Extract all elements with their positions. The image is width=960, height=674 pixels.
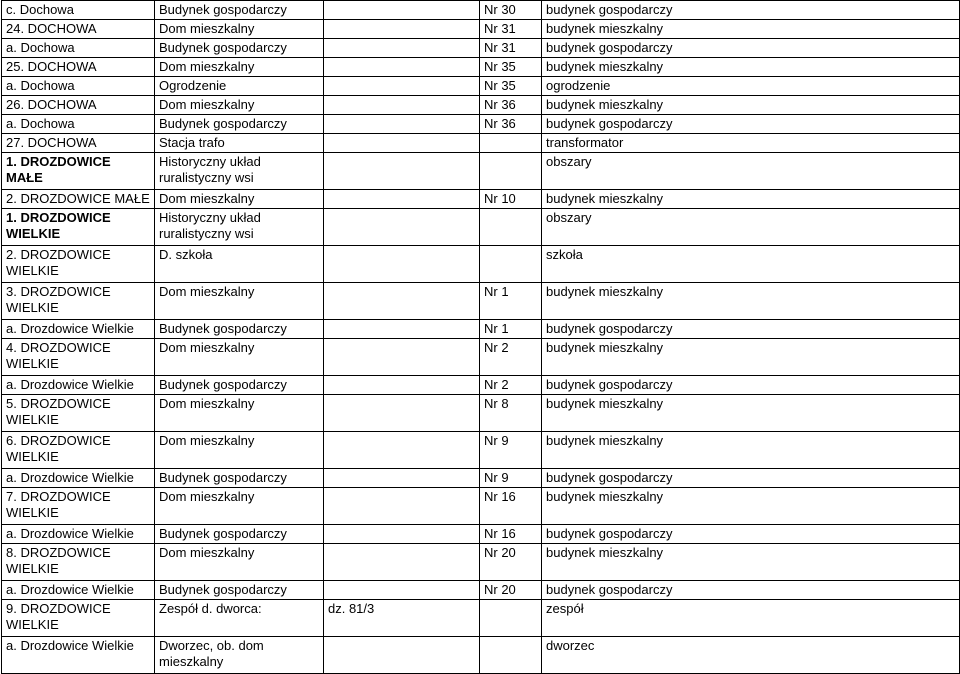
cell-object: Budynek gospodarczy <box>155 525 324 544</box>
table-row <box>2 134 960 153</box>
cell-locality: 26. DOCHOWA <box>2 96 155 115</box>
cell-locality: a. Drozdowice Wielkie <box>2 376 155 395</box>
table-row <box>2 77 960 96</box>
cell-number <box>480 209 542 246</box>
cell-number <box>480 153 542 190</box>
cell-number: Nr 35 <box>480 58 542 77</box>
cell-number: Nr 10 <box>480 190 542 209</box>
cell-function: budynek mieszkalny <box>542 339 960 376</box>
cell-parcel <box>324 77 480 96</box>
table-row <box>2 96 960 115</box>
cell-locality: 2. DROZDOWICE WIELKIE <box>2 246 155 283</box>
table-row <box>2 246 960 283</box>
cell-function: budynek gospodarczy <box>542 1 960 20</box>
cell-parcel <box>324 283 480 320</box>
cell-number: Nr 36 <box>480 115 542 134</box>
table-row <box>2 544 960 581</box>
cell-number <box>480 637 542 674</box>
cell-locality: a. Drozdowice Wielkie <box>2 637 155 674</box>
cell-parcel <box>324 153 480 190</box>
cell-parcel <box>324 20 480 39</box>
cell-locality: 27. DOCHOWA <box>2 134 155 153</box>
cell-object: Historyczny układ ruralistyczny wsi <box>155 209 324 246</box>
cell-object: Dworzec, ob. dom mieszkalny <box>155 637 324 674</box>
cell-parcel <box>324 544 480 581</box>
cell-number <box>480 600 542 637</box>
cell-function: budynek mieszkalny <box>542 96 960 115</box>
cell-locality: c. Dochowa <box>2 1 155 20</box>
cell-parcel <box>324 432 480 469</box>
table-row <box>2 376 960 395</box>
cell-object: Budynek gospodarczy <box>155 469 324 488</box>
cell-parcel <box>324 637 480 674</box>
cell-locality: a. Dochowa <box>2 115 155 134</box>
table-row <box>2 20 960 39</box>
cell-number: Nr 16 <box>480 525 542 544</box>
cell-object: Dom mieszkalny <box>155 488 324 525</box>
cell-number: Nr 16 <box>480 488 542 525</box>
cell-parcel <box>324 96 480 115</box>
cell-object: D. szkoła <box>155 246 324 283</box>
cell-function: budynek gospodarczy <box>542 115 960 134</box>
cell-parcel: dz. 81/3 <box>324 600 480 637</box>
cell-function: szkoła <box>542 246 960 283</box>
cell-parcel <box>324 339 480 376</box>
cell-function: budynek gospodarczy <box>542 320 960 339</box>
cell-number: Nr 31 <box>480 20 542 39</box>
cell-locality: 2. DROZDOWICE MAŁE <box>2 190 155 209</box>
cell-locality: 25. DOCHOWA <box>2 58 155 77</box>
cell-locality: 8. DROZDOWICE WIELKIE <box>2 544 155 581</box>
cell-locality: 1. DROZDOWICE WIELKIE <box>2 209 155 246</box>
cell-parcel <box>324 525 480 544</box>
cell-object: Budynek gospodarczy <box>155 320 324 339</box>
cell-object: Budynek gospodarczy <box>155 376 324 395</box>
cell-function: zespół <box>542 600 960 637</box>
cell-function: budynek gospodarczy <box>542 525 960 544</box>
cell-function: budynek mieszkalny <box>542 488 960 525</box>
cell-locality: a. Drozdowice Wielkie <box>2 320 155 339</box>
cell-locality: 9. DROZDOWICE WIELKIE <box>2 600 155 637</box>
table-row <box>2 525 960 544</box>
table-row <box>2 600 960 637</box>
cell-locality: 1. DROZDOWICE MAŁE <box>2 153 155 190</box>
cell-number: Nr 9 <box>480 469 542 488</box>
cell-function: transformator <box>542 134 960 153</box>
cell-number: Nr 9 <box>480 432 542 469</box>
cell-object: Zespół d. dworca: <box>155 600 324 637</box>
table-row <box>2 432 960 469</box>
cell-locality: a. Drozdowice Wielkie <box>2 525 155 544</box>
cell-object: Dom mieszkalny <box>155 544 324 581</box>
registry-table-body <box>2 1 960 674</box>
table-row <box>2 58 960 77</box>
cell-parcel <box>324 209 480 246</box>
cell-locality: 5. DROZDOWICE WIELKIE <box>2 395 155 432</box>
cell-parcel <box>324 190 480 209</box>
cell-number: Nr 20 <box>480 544 542 581</box>
cell-number: Nr 20 <box>480 581 542 600</box>
cell-parcel <box>324 469 480 488</box>
table-row <box>2 581 960 600</box>
cell-parcel <box>324 376 480 395</box>
cell-function: ogrodzenie <box>542 77 960 96</box>
cell-parcel <box>324 395 480 432</box>
table-row <box>2 320 960 339</box>
monument-registry-table <box>1 0 960 674</box>
cell-locality: a. Dochowa <box>2 39 155 58</box>
cell-parcel <box>324 320 480 339</box>
table-row <box>2 115 960 134</box>
cell-number: Nr 30 <box>480 1 542 20</box>
cell-number: Nr 1 <box>480 320 542 339</box>
cell-parcel <box>324 115 480 134</box>
cell-number: Nr 2 <box>480 376 542 395</box>
cell-object: Dom mieszkalny <box>155 395 324 432</box>
table-row <box>2 153 960 190</box>
cell-function: obszary <box>542 153 960 190</box>
cell-number: Nr 8 <box>480 395 542 432</box>
cell-object: Dom mieszkalny <box>155 190 324 209</box>
cell-number: Nr 31 <box>480 39 542 58</box>
cell-number: Nr 2 <box>480 339 542 376</box>
cell-parcel <box>324 581 480 600</box>
cell-parcel <box>324 58 480 77</box>
cell-function: budynek mieszkalny <box>542 58 960 77</box>
cell-function: dworzec <box>542 637 960 674</box>
cell-object: Historyczny układ ruralistyczny wsi <box>155 153 324 190</box>
cell-locality: a. Drozdowice Wielkie <box>2 469 155 488</box>
cell-function: budynek mieszkalny <box>542 432 960 469</box>
cell-function: budynek mieszkalny <box>542 20 960 39</box>
cell-parcel <box>324 134 480 153</box>
cell-object: Budynek gospodarczy <box>155 581 324 600</box>
table-row <box>2 339 960 376</box>
cell-number: Nr 1 <box>480 283 542 320</box>
cell-object: Stacja trafo <box>155 134 324 153</box>
cell-function: budynek mieszkalny <box>542 190 960 209</box>
table-row <box>2 637 960 674</box>
cell-function: budynek gospodarczy <box>542 376 960 395</box>
cell-locality: 6. DROZDOWICE WIELKIE <box>2 432 155 469</box>
cell-parcel <box>324 488 480 525</box>
table-row <box>2 1 960 20</box>
cell-object: Ogrodzenie <box>155 77 324 96</box>
cell-locality: 4. DROZDOWICE WIELKIE <box>2 339 155 376</box>
cell-object: Dom mieszkalny <box>155 96 324 115</box>
table-row <box>2 190 960 209</box>
cell-number <box>480 246 542 283</box>
cell-parcel <box>324 246 480 283</box>
cell-parcel <box>324 1 480 20</box>
cell-function: budynek mieszkalny <box>542 544 960 581</box>
cell-locality: 7. DROZDOWICE WIELKIE <box>2 488 155 525</box>
cell-number: Nr 36 <box>480 96 542 115</box>
cell-function: budynek gospodarczy <box>542 39 960 58</box>
cell-function: budynek mieszkalny <box>542 283 960 320</box>
cell-number <box>480 134 542 153</box>
table-row <box>2 395 960 432</box>
table-row <box>2 209 960 246</box>
cell-object: Budynek gospodarczy <box>155 1 324 20</box>
cell-locality: a. Dochowa <box>2 77 155 96</box>
cell-object: Dom mieszkalny <box>155 58 324 77</box>
cell-number: Nr 35 <box>480 77 542 96</box>
cell-function: budynek gospodarczy <box>542 469 960 488</box>
cell-function: budynek mieszkalny <box>542 395 960 432</box>
table-row <box>2 283 960 320</box>
table-row <box>2 39 960 58</box>
cell-object: Budynek gospodarczy <box>155 39 324 58</box>
cell-locality: a. Drozdowice Wielkie <box>2 581 155 600</box>
cell-object: Dom mieszkalny <box>155 20 324 39</box>
cell-locality: 3. DROZDOWICE WIELKIE <box>2 283 155 320</box>
table-row <box>2 469 960 488</box>
table-row <box>2 488 960 525</box>
cell-object: Dom mieszkalny <box>155 432 324 469</box>
cell-locality: 24. DOCHOWA <box>2 20 155 39</box>
cell-function: budynek gospodarczy <box>542 581 960 600</box>
cell-object: Dom mieszkalny <box>155 283 324 320</box>
cell-parcel <box>324 39 480 58</box>
cell-object: Dom mieszkalny <box>155 339 324 376</box>
cell-function: obszary <box>542 209 960 246</box>
cell-object: Budynek gospodarczy <box>155 115 324 134</box>
